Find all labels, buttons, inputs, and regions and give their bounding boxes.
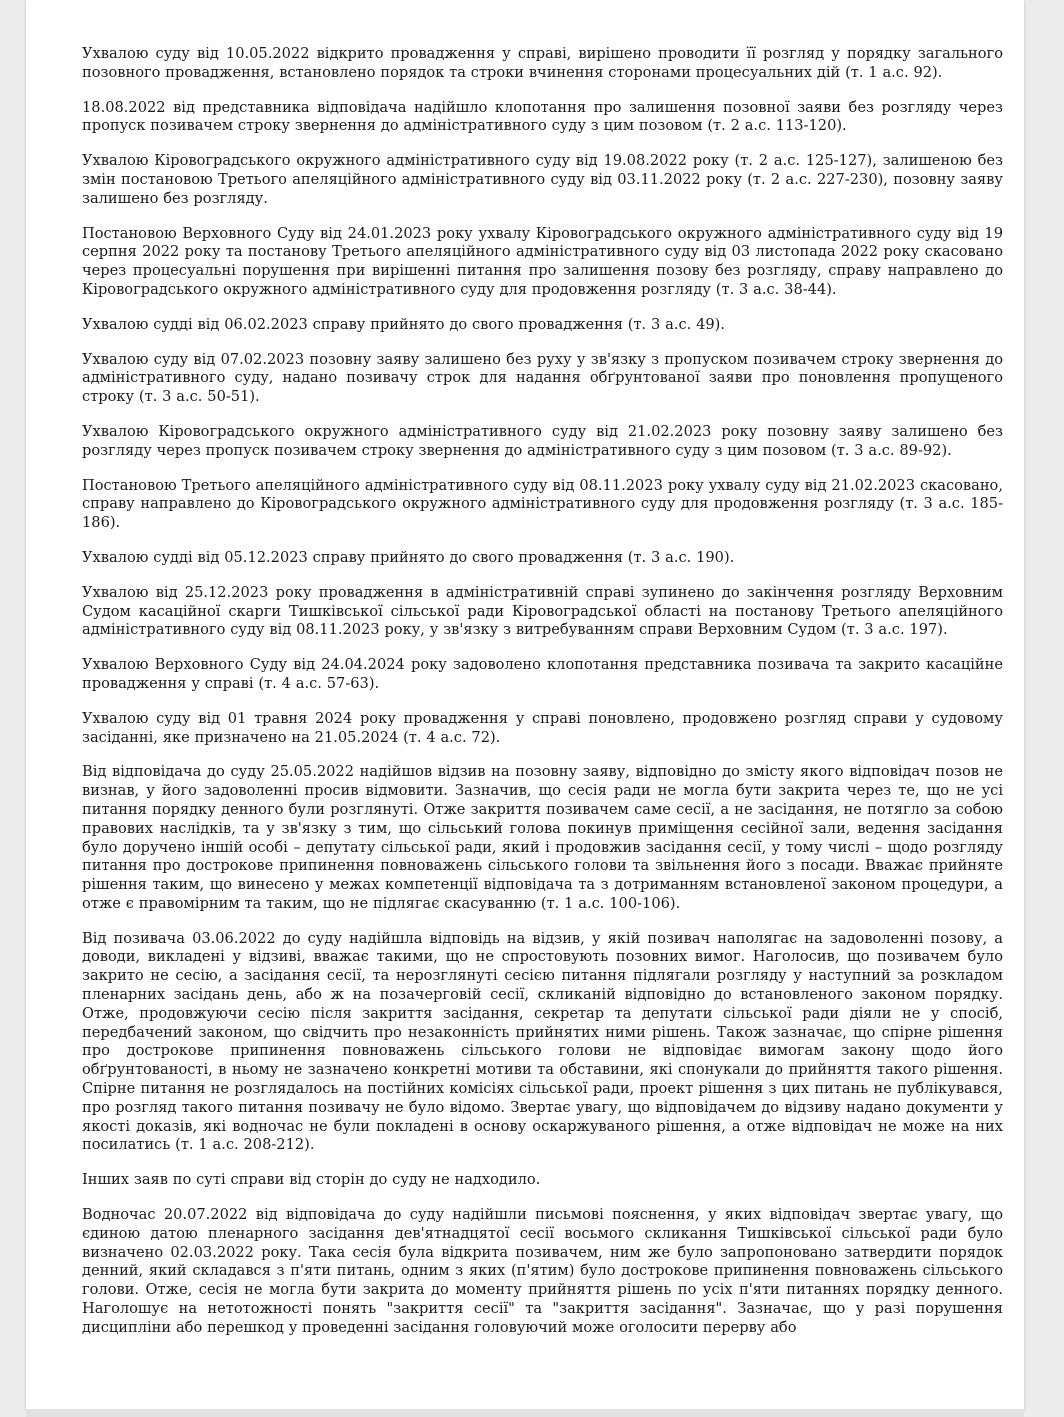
document-page (26, 0, 1024, 1409)
paragraph-7: Ухвалою Кіровоградського окружного адміністративного суду від 21.02.2023 року позовну заяву залишено без розгляду через пропуск позивачем строку звернення до адміністративного суду з цим позовом (т. 3 а.с. 89-92). (82, 422, 1003, 459)
paragraph-6: Ухвалою суду від 07.02.2023 позовну заяву залишено без руху у зв'язку з пропуском позивачем строку звернення до адміністративного суду, надано позивачу строк для надання обґрунтованої заяви про поновлення пропущеного строку (т. 3 а.с. 50-51). (82, 350, 1003, 406)
paragraph-9: Ухвалою судді від 05.12.2023 справу прийнято до свого провадження (т. 3 а.с. 190). (82, 548, 735, 566)
paragraph-11: Ухвалою Верховного Суду від 24.04.2024 року задоволено клопотання представника позивача та закрито касаційне провадження у справі (т. 4 а.с. 57-63). (82, 656, 1003, 692)
paragraph-5: Ухвалою судді від 06.02.2023 справу прийнято до свого провадження (т. 3 а.с. 49). (82, 315, 726, 333)
paragraph-3: Ухвалою Кіровоградського окружного адміністративного суду від 19.08.2022 року (т. 2 а.с. 125-127), залишеною без змін постановою Третього апеляційного адміністративного суду від 03.11.2022 року (т. 2 а.с. 227-230), позовну заяву залишено без розгляду. (82, 152, 1003, 207)
paragraph-16: Водночас 20.07.2022 від відповідача до суду надійшли письмові пояснення, у яких відповідач звертає увагу, що єдиною датою пленарного засідання дев'ятнадцятої сесії восьмого скликання Тишківської сільської ради було визначено 02.03.2022 року. Така сесія була відкрита позивачем, ним же було запропоновано затвердити порядок денний, який складався з п'яти питань, одним з яких (п'ятим) було дострокове припинення повноважень сільського голови. Отже, сесія не могла бути закрита до моменту прийняття рішень по усіх п'яти питаннях порядку денного. Наголошує на нетотожності понять "закриття сесії" та "закриття засідання". Зазначає, що у разі порушення дисципліни або перешкод у проведенні засідання головуючий може оголосити перерву або (82, 1206, 1003, 1336)
document-body (82, 45, 1003, 1354)
paragraph-8: Постановою Третього апеляційного адміністративного суду від 08.11.2023 року ухвалу суду від 21.02.2023 скасовано, справу направлено до Кіровоградського окружного адміністративного суду для продовження розгляду (т. 3 а.с. 185-186). (82, 476, 1003, 532)
paragraph-13: Від відповідача до суду 25.05.2022 надійшов відзив на позовну заяву, відповідно до змісту якого відповідач позов не визнав, у його задоволенні просив відмовити. Зазначив, що сесія ради не могла бути закрита через те, що не усі питання порядку денного були розглянуті. Отже закриття позивачем саме сесії, а не засідання, не потягло за собою правових наслідків, та у зв'язку з тим, що сільський голова покинув приміщення сесійної зали, ведення засідання було доручено іншій особі – депутату сільської ради, який і продовжив засідання сесії, у тому числі – щодо розгляду питання про дострокове припинення повноважень сільського голови та звільнення його з посади. Вважає прийняте рішення таким, що винесено у межах компетенції відповідача та з дотриманням встановленої законом процедури, а отже є правомірним та таким, що не підлягає скасуванню (т. 1 а.с. 100-106). (82, 763, 1003, 912)
paragraph-2: 18.08.2022 від представника відповідача надійшло клопотання про залишення позовної заяви без розгляду через пропуск позивачем строку звернення до адміністративного суду з цим позовом (т. 2 а.с. 113-120). (82, 98, 1003, 135)
paragraph-12: Ухвалою суду від 01 травня 2024 року провадження у справі поновлено, продовжено розгляд справи у судовому засіданні, яке призначено на 21.05.2024 (т. 4 а.с. 72). (82, 709, 1003, 746)
paragraph-10: Ухвалою від 25.12.2023 року провадження в адміністративній справі зупинено до закінчення розгляду Верховним Судом касаційної скарги Тишківської сільської ради Кіровоградської області на постанову Третього апеляційного адміністративного суду від 08.11.2023 року, у зв'язку з витребуванням справи Верховним Судом (т. 3 а.с. 197). (82, 583, 1003, 639)
page-bottom-edge (26, 1409, 1024, 1417)
paragraph-15: Інших заяв по суті справи від сторін до суду не надходило. (82, 1171, 541, 1189)
paragraph-14: Від позивача 03.06.2022 до суду надійшла відповідь на відзив, у якій позивач наполягає на задоволенні позову, а доводи, викладені у відзиві, вважає такими, що не спростовують позовних вимог. Наголосив, що позивачем було закрито не сесію, а засідання сесії, та нерозглянуті сесією питання підлягали розгляду у наступний за розкладом пленарних засідань день, або ж на позачерговій сесії, скликаній відповідно до встановленого законом порядку. Отже, продовжуючи сесію після закриття засідання, секретар та депутати сільської ради діяли не у спосіб, передбачений законом, що свідчить про незаконність прийнятих ними рішень. Також зазначає, що спірне рішення про дострокове припинення повноважень сільського голови не відповідає вимогам закону щодо його обґрунтованості, в ньому не зазначено конкретні мотиви та обставини, які спонукали до прийняття такого рішення. Спірне питання не розглядалось на постійних комісіях сільської ради, проект рішення з цих питань не публікувався, про розгляд такого питання позивачу не було відомо. Звертає увагу, що відповідачем до відзиву надано документи у якості доказів, які водночас не були покладені в основу оскаржуваного рішення, а отже відповідач не може на них посилатись (т. 1 а.с. 208-212). (82, 929, 1003, 1154)
paragraph-1: Ухвалою суду від 10.05.2022 відкрито провадження у справі, вирішено проводити її розгляд у порядку загального позовного провадження, встановлено порядок та строки вчинення сторонами процесуальних дій (т. 1 а.с. 92). (82, 45, 1003, 81)
paragraph-4: Постановою Верховного Суду від 24.01.2023 року ухвалу Кіровоградського окружного адміністративного суду від 19 серпня 2022 року та постанову Третього апеляційного адміністративного суду від 03 листопада 2022 року скасовано через процесуальні порушення при вирішенні питання про залишення позову без розгляду, справу направлено до Кіровоградського окружного адміністративного суду для продовження розгляду (т. 3 а.с. 38-44). (82, 224, 1003, 298)
